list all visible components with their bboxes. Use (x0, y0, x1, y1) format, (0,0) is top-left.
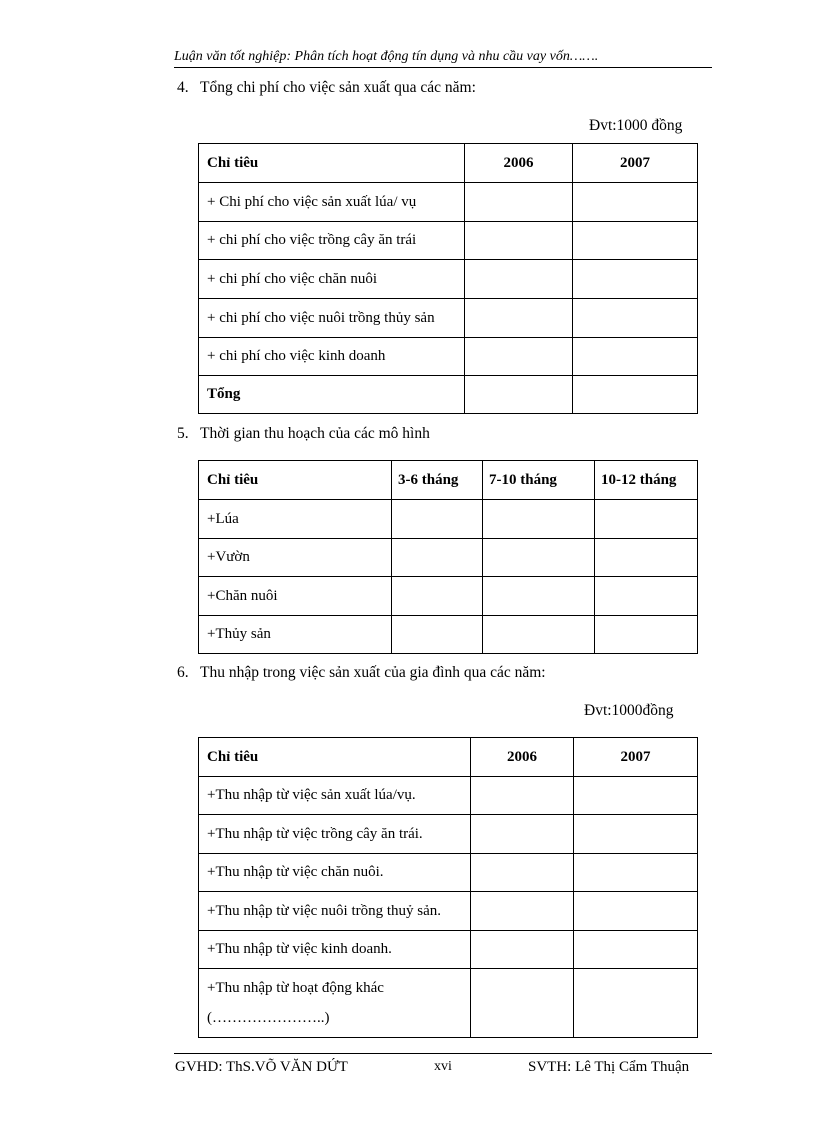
input-cell (483, 539, 595, 577)
table-row (199, 222, 698, 260)
column-header: 2007 (574, 738, 698, 777)
column-header: 7-10 tháng (483, 461, 595, 500)
row-label-line: +Thu nhập từ hoạt động khác (207, 980, 384, 996)
row-label: +Chăn nuôi (199, 577, 392, 616)
column-header: Chỉ tiêu (199, 461, 392, 500)
row-label: + Chi phí cho việc sản xuất lúa/ vụ (199, 183, 465, 222)
input-cell (595, 616, 698, 654)
table-row (199, 931, 698, 969)
input-cell (574, 815, 698, 854)
section-5-heading (177, 424, 430, 444)
input-cell (574, 931, 698, 969)
table-header-row (199, 144, 698, 183)
input-cell (574, 892, 698, 931)
column-header: Chỉ tiêu (199, 738, 471, 777)
input-cell (574, 969, 698, 1038)
input-cell (471, 777, 574, 815)
input-cell (573, 338, 698, 376)
page-number: xvi (434, 1059, 452, 1074)
column-header: 2006 (471, 738, 574, 777)
harvest-time-table (198, 460, 698, 654)
input-cell (392, 500, 483, 539)
table-row (199, 338, 698, 376)
input-cell (392, 616, 483, 654)
input-cell (483, 500, 595, 539)
input-cell (573, 299, 698, 338)
row-label (199, 969, 471, 1038)
input-cell (595, 500, 698, 539)
input-cell (465, 260, 573, 299)
table-row (199, 577, 698, 616)
section-4-title: Tổng chi phí cho việc sản xuất qua các năm: (200, 79, 476, 96)
input-cell (574, 854, 698, 892)
input-cell (471, 815, 574, 854)
table-row (199, 892, 698, 931)
input-cell (573, 376, 698, 414)
input-cell (595, 539, 698, 577)
table-row (199, 539, 698, 577)
input-cell (392, 577, 483, 616)
column-header: 10-12 tháng (595, 461, 698, 500)
section-4-heading (177, 78, 476, 98)
table-header-row (199, 461, 698, 500)
row-label: +Thu nhập từ việc sản xuất lúa/vụ. (199, 777, 471, 815)
section-6-title: Thu nhập trong việc sản xuất của gia đình qua các năm: (200, 664, 546, 681)
input-cell (574, 777, 698, 815)
table-row (199, 854, 698, 892)
row-label-line: (…………………..) (207, 1010, 330, 1026)
row-label: +Thu nhập từ việc chăn nuôi. (199, 854, 471, 892)
input-cell (595, 577, 698, 616)
column-header: 2006 (465, 144, 573, 183)
section-4-unit: Đvt:1000 đồng (589, 117, 683, 134)
table-row (199, 299, 698, 338)
input-cell (392, 539, 483, 577)
table-row (199, 815, 698, 854)
input-cell (471, 969, 574, 1038)
section-6-unit: Đvt:1000đồng (584, 702, 674, 719)
input-cell (465, 338, 573, 376)
table-row (199, 969, 698, 1038)
input-cell (465, 299, 573, 338)
table-row (199, 777, 698, 815)
section-6-heading (177, 663, 546, 683)
footer-divider (174, 1053, 712, 1054)
row-label: + chi phí cho việc nuôi trồng thủy sản (199, 299, 465, 338)
row-label: + chi phí cho việc trồng cây ăn trái (199, 222, 465, 260)
table-header-row (199, 738, 698, 777)
footer-student: SVTH: Lê Thị Cẩm Thuận (528, 1059, 690, 1075)
row-label: + chi phí cho việc chăn nuôi (199, 260, 465, 299)
page-header: Luận văn tốt nghiệp: Phân tích hoạt động tín dụng và nhu cầu vay vốn……. (174, 48, 712, 68)
input-cell (471, 892, 574, 931)
column-header: Chỉ tiêu (199, 144, 465, 183)
row-label: +Thu nhập từ việc trồng cây ăn trái. (199, 815, 471, 854)
row-label: Tổng (199, 376, 465, 414)
input-cell (573, 222, 698, 260)
row-label: +Thu nhập từ việc kinh doanh. (199, 931, 471, 969)
input-cell (573, 260, 698, 299)
input-cell (465, 376, 573, 414)
section-4-number: 4. (177, 79, 189, 96)
input-cell (471, 931, 574, 969)
row-label: +Lúa (199, 500, 392, 539)
table-total-row (199, 376, 698, 414)
input-cell (465, 222, 573, 260)
footer-advisor: GVHD: ThS.VÕ VĂN DỨT (175, 1059, 348, 1075)
row-label: +Thu nhập từ việc nuôi trồng thuỷ sản. (199, 892, 471, 931)
input-cell (483, 616, 595, 654)
income-table (198, 737, 698, 1038)
input-cell (483, 577, 595, 616)
section-5-title: Thời gian thu hoạch của các mô hình (200, 425, 430, 442)
section-5-number: 5. (177, 425, 189, 442)
input-cell (573, 183, 698, 222)
table-row (199, 260, 698, 299)
table-row (199, 500, 698, 539)
row-label: +Thủy sản (199, 616, 392, 654)
column-header: 3-6 tháng (392, 461, 483, 500)
input-cell (465, 183, 573, 222)
input-cell (471, 854, 574, 892)
table-row (199, 616, 698, 654)
expense-table (198, 143, 698, 414)
column-header: 2007 (573, 144, 698, 183)
section-6-number: 6. (177, 664, 189, 681)
row-label: +Vườn (199, 539, 392, 577)
table-row (199, 183, 698, 222)
row-label: + chi phí cho việc kinh doanh (199, 338, 465, 376)
